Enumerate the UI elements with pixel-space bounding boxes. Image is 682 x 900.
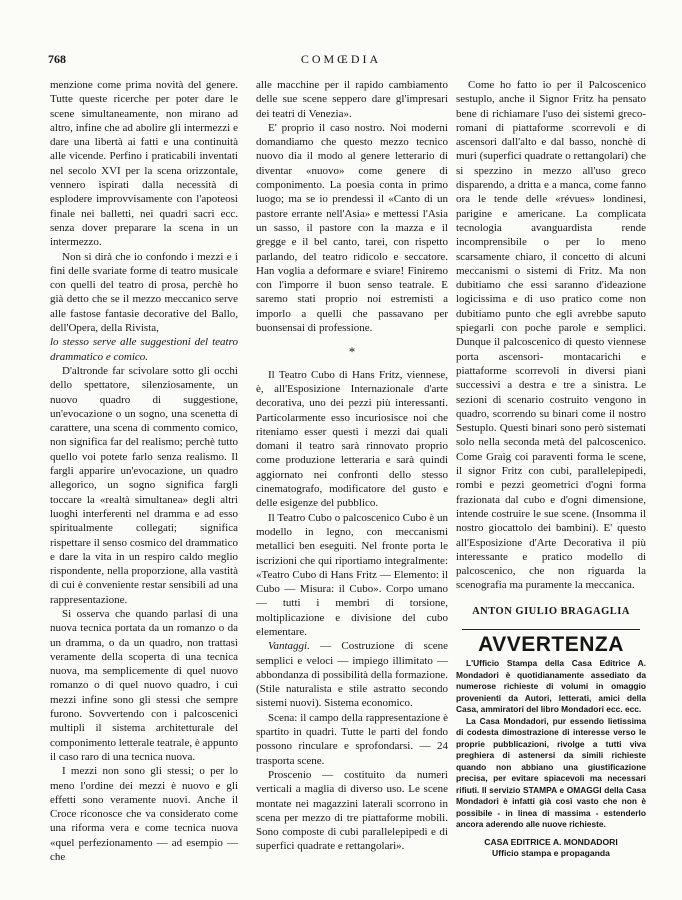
paragraph: Si osserva che quando parlasi di una nuova tecnica portata da un romanzo o da un dramma, o da un quadro, non trattasi veramente della scoperta di una tecnica nuova, ma semplicemente di quel nuovo romanzo o di quel nuovo quadro, i cui mezzi infine sono gli stessi che sempre furono. Sovvertendo con i palcoscenici multipli il sistema architetturale del componimento letterale teatrale, è appunto il caso raro di una tecnica nuova. (50, 607, 238, 763)
paragraph: Il Teatro Cubo di Hans Fritz, viennese, è, all'Esposizione Internazionale d'arte decorativa, uno dei pezzi più interessanti. Particolarmente esso incuriosisce noi che riteniamo esser questi i mezzi dai quali domani il teatro sarà rinnovato proprio come produzione letteraria e sarà quindi aggiornato nei confronti dello stesso cinematografo, modificatore del gusto e delle esigenze del pubblico. (256, 368, 448, 510)
paragraph: Scena: il campo della rappresentazione è spartito in quadri. Tutte le parti del fondo possono rinculare e sprofondarsi. — 24 trasporta scene. (256, 711, 448, 767)
running-title: COMŒDIA (300, 52, 382, 66)
paragraph: Proscenio — costituito da numeri verticali a maglia di diverso uso. Le scene montate nei magazzini laterali scorrono in scena per mezzo di tre piattaforme mobili. Sono composte di cubi parallelepipedi e di superfici quadrate e rettangolari». (256, 768, 448, 853)
paragraph: menzione come prima novità del genere. Tutte queste ricerche per poter dare le scene simultaneamente, non mirano ad altro, infine che ad abolire gli intermezzi e dare una libertà ai fatti e una continuità alle vicende. Perfino i praticabili inventati nel secolo XVI per la scena orizzontale, vennero ispirati dalla necessità di esplodere improvvisamente con l'apoteosi finale nei balletti, nei quadri sacri ecc. senza dover preparare la scena in un intermezzo. (50, 79, 238, 249)
vantaggi-label: Vantaggi. (268, 640, 310, 653)
section-separator: * (348, 344, 356, 360)
notice-paragraph: L'Ufficio Stampa della Casa Editrice A. Mondadori è quotidianamente assediato da numerose richieste di volumi in omaggio provenienti da Autori, letterati, amici della Casa, ammiratori del libro Mondadori ecc. ecc. (456, 658, 646, 715)
paragraph: Come ho fatto io per il Palcoscenico sestuplo, anche il Signor Fritz ha pensato bene di richiamare l'uso dei sistemi greco-romani di piattaforme scorrevoli e di ascensori dall'alto e dal basso, nonchè di muri (superfici quadrate o rettangolari) che si spezzino in mezzo all'uso greco disparendo, a dritta e a manca, come fanno ora le tende delle «révues» londinesi, parigine e americane. La complicata tecnologia avanguardista rende incomprensibile o per lo meno scarsamente chiaro, il concetto di alcuni meccanismi o sistemi di Fritz. Ma non dubitiamo che essi saranno d'ideazione logicissima e di uso pratico come non dubitiamo punto che egli avrebbe saputo spiegarli con poche parole e semplici. Dunque il palcoscenico di questo viennese porta ascensori- montacarichi e piattaforme scorrevoli in diversi piani successivi a destra e tre a sinistra. Le sezioni di scenario costruito vengono in quadro, scorrendo su binari come il nostro Sestuplo. Questi binari sono però sistemati solo nella seconda metà del palcoscenico. Come Graig coi paraventi forma le scene, il signor Fritz con cubi, parallelepipedi, rombi e pezzi geometrici d'ogni forma frazionata dal cubo e d'ogni dimensione, intende costruire le sue scene. (Insomma il nostro giocattolo dei bambini). E' questo all'Esposizione d'Arte Decorativa il più interessante e pratico modello di palcoscenico, che non riguarda la scenografia ma puramente la meccanica. (456, 79, 646, 592)
paragraph: I mezzi non sono gli stessi; o per lo meno l'ordine dei mezzi è nuovo e gli effetti sono veramente nuovi. Anche il Croce riconosce che va considerato come una riforma vera e come tecnica nuova «quel perfezionamento — ad esempio — che (50, 765, 238, 864)
paragraph: E' proprio il caso nostro. Noi moderni domandiamo che questo mezzo tecnico nuovo dia il modo al genere letterario di diventar «nuovo» come genere di componimento. La poesia conta in primo luogo; ma se io prendessi il «Canto di un pastore errante nell'Asia» e mettessi l'Asia un sasso, il pastore con la mazza e il gregge e il bel canto, tarei, con rispetto parlando, del teatro ridicolo e seccatore. Han voglia a deformare e sviare! Finiremo con l'imporre il buon senso teatrale. E saremo stati proprio noi estremisti a imporlo a quelli che passavano per buonsensai di professione. (256, 121, 448, 335)
column-middle (256, 78, 448, 854)
notice-sign-publisher: CASA EDITRICE A. MONDADORI (484, 836, 618, 847)
italic-sentence (50, 335, 238, 364)
vantaggi-text: — Costruzione di scene semplici e veloci — impiego illimitato — abbondanza di possibilità della formazione. (Stile naturalista e stile astratto secondo sistemi nuovi). Sistema economico. (256, 640, 448, 710)
paragraph: D'altronde far scivolare sotto gli occhi dello spettatore, silenziosamente, un nuovo quadro di suggestione, un'evocazione o un sogno, una scenetta di carattere, una scena di commento comico, non significa far del realismo; perchè tutto quello voi potete farlo senza realismo. Il fargli apparire un'evocazione, un quadro allegorico, un sogno significa fargli toccare la «realtà simultanea» degli altri luoghi interferenti nel dramma e ad esso spiritualmente collegati; significa rispettare il senso cosmico del drammatico e dare la vita in un respiro caldo meglio rispondente, nella proporzione, alla vastità di cui è conveniente restar sensibili ad una rappresentazione. (50, 364, 238, 606)
page-number: 768 (48, 52, 66, 66)
divider (462, 629, 640, 630)
column-left (50, 78, 238, 864)
vantaggi-paragraph (256, 639, 448, 710)
notice-body (456, 658, 646, 831)
paragraph: alle macchine per il rapido cambiamento delle sue scene seppero dare gl'impresari dei teatri di Venezia». (256, 79, 448, 120)
notice-signature (456, 837, 646, 859)
column-right (456, 78, 646, 859)
notice-title: AVVERTENZA (478, 632, 624, 656)
notice-sign-office: Ufficio stampa e propaganda (492, 847, 610, 858)
notice-box (456, 632, 646, 859)
paragraph: Non si dirà che io confondo i mezzi e i fini delle svariate forme di teatro musicale con quelli del teatro di prosa, perchè ho già detto che se il mezzo meccanico serve alle fastose fantasie decorative del Ballo, dell'Opera, della Rivista, (50, 250, 238, 335)
italic-text: lo stesso serve alle suggestioni del teatro drammatico e comico. (50, 336, 238, 363)
author-signature: ANTON GIULIO BRAGAGLIA (472, 605, 630, 617)
paragraph: Il Teatro Cubo o palcoscenico Cubo è un modello in legno, con meccanismi metallici ben eseguiti. Nel fronte porta le iscrizioni che qui riportiamo integralmente: «Teatro Cubo di Hans Fritz — Elemento: il Cubo — Misura: il Cubo». Corpo umano — tutti i membri di torsione, moltiplicazione e divisione del cubo elementare. (256, 511, 448, 638)
notice-paragraph: La Casa Mondadori, pur essendo lietissima di codesta dimostrazione di interesse verso le proprie pubblicazioni, rivolge a tutti viva preghiera di astenersi da simili richieste quando non abbiano una giustificazione precisa, per evitare spiacevoli ma necessari rifiuti. Il servizio STAMPA e OMAGGI della Casa Mondadori è infatti già così vasto che non è possibile - in linea di massima - estenderlo ancora aderendo alle nuove richieste. (456, 715, 646, 830)
